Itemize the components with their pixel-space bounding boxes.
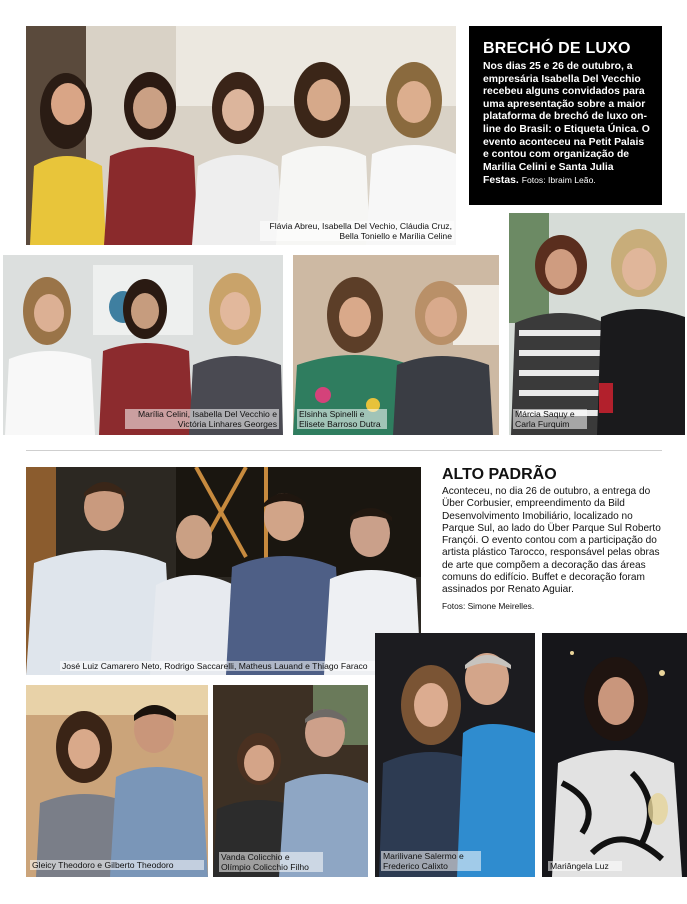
caption-photo-9: Mariângela Luz (548, 861, 622, 871)
photo-single-woman (542, 633, 687, 877)
caption-photo-4: Márcia Saquy e Carla Furquim (513, 409, 587, 429)
photo-four-men (26, 467, 421, 675)
photo-credit: Fotos: Ibraim Leão. (521, 175, 596, 186)
article-title: ALTO PADRÃO (442, 466, 557, 483)
photo-three-women (3, 255, 283, 435)
caption-photo-7: Vanda Colicchio e Olímpio Colicchio Filho (219, 852, 323, 872)
article-body-text: Aconteceu, no dia 26 de outubro, a entrega do Über Corbusier, empreendimento da Bild Desenvolvimento Imobiliário, localizado no Parque Sul, ao lado do Über Parque Sul Roberto Françói. O evento contou com a participação do artista plástico Tarocco, responsável pelas obras de arte que compõem a decoração das áreas comuns do edifício. Buffet e decoração foram assinados por Renato Aguiar. (442, 486, 661, 596)
photo-couple-c (375, 633, 535, 877)
photo-couple-b (213, 685, 368, 877)
article-alto-padrao (442, 466, 667, 612)
photo-group-five-women (26, 26, 456, 245)
article-title: BRECHÓ DE LUXO (483, 40, 631, 57)
section-divider (26, 450, 662, 451)
caption-photo-8: Marilivane Salermo e Frederico Calixto (381, 851, 481, 871)
caption-photo-3: Elsinha Spinelli e Elisete Barroso Dutra (297, 409, 387, 429)
photo-credit: Fotos: Simone Meirelles. (442, 600, 535, 611)
article-brecho-de-luxo (469, 26, 662, 205)
photo-two-women-b (509, 213, 685, 435)
photo-two-women-a (293, 255, 499, 435)
caption-photo-1: Flávia Abreu, Isabella Del Vechio, Cláudia Cruz, Bella Toniello e Marília Celine (260, 221, 454, 241)
article-body (483, 61, 652, 188)
photo-couple-a (26, 685, 208, 877)
caption-photo-2: Marília Celini, Isabella Del Vecchio e Victória Linhares Georges (125, 409, 279, 429)
caption-photo-5: José Luiz Camarero Neto, Rodrigo Saccarelli, Matheus Lauand e Thiago Faraco (60, 661, 404, 671)
caption-photo-6: Gleicy Theodoro e Gilberto Theodoro (30, 860, 204, 870)
article-body-text: Nos dias 25 e 26 de outubro, a empresária Isabella Del Vecchio recebeu alguns convidados para uma apresentação sobre a maior plataforma de brechó de luxo on-line do Brasil: o Etiqueta Única. O evento aconteceu na Petit Palais e contou com organização de Marilia Celini e Santa Julia Festas. (483, 61, 650, 187)
